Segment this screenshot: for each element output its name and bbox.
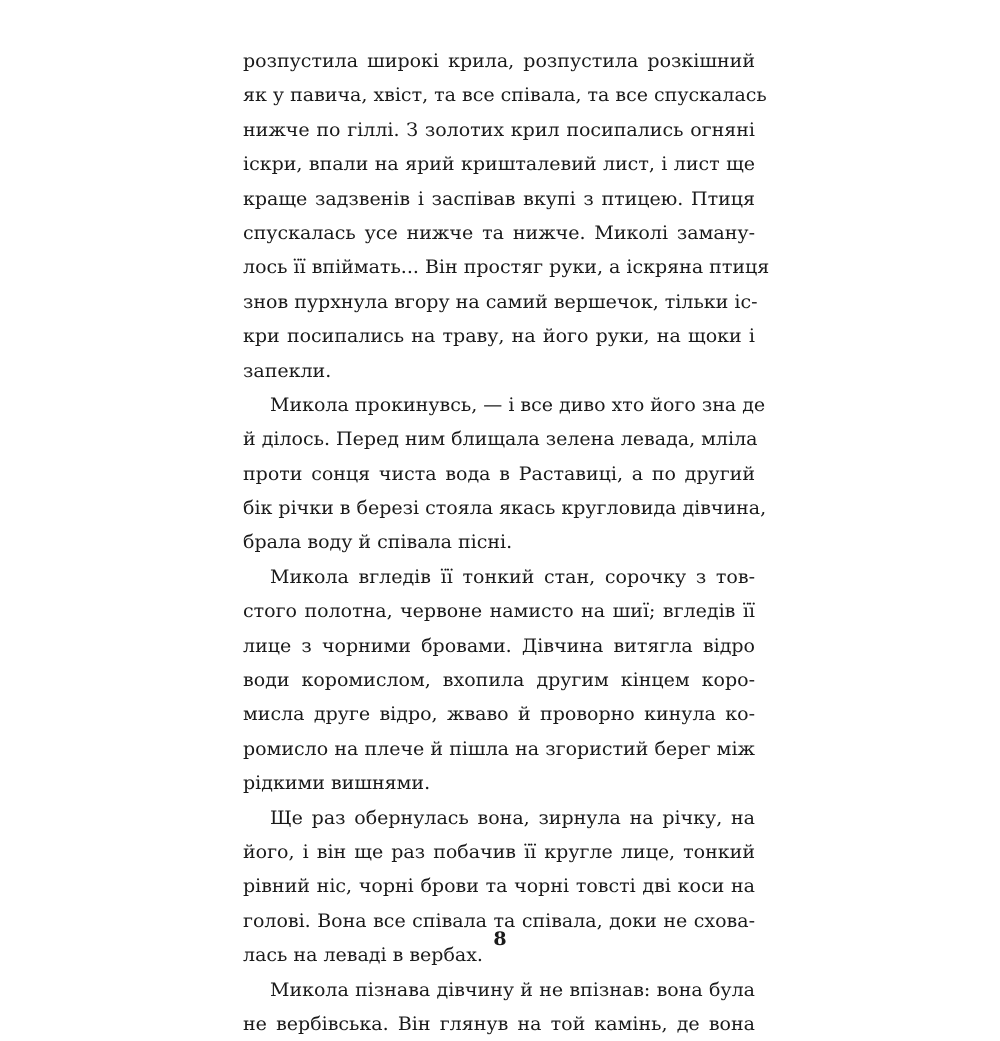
text-line: мисла друге відро, жваво й проворно кинула ко-: [243, 703, 755, 726]
text-line: лось її впіймать... Він простяг руки, а іскряна птиця: [243, 256, 770, 279]
text-line: проти сонця чиста вода в Раставиці, а по другий: [243, 462, 755, 485]
page-number: 8: [493, 928, 507, 950]
text-line: брала воду й співала пісні.: [243, 531, 513, 554]
paragraph: [243, 973, 755, 1041]
body-text: [243, 44, 770, 1041]
paragraph: [243, 44, 770, 388]
paragraph: [243, 560, 755, 801]
text-line: запекли.: [243, 359, 332, 382]
text-line: Ще раз обернулась вона, зирнула на річку, на: [270, 806, 755, 829]
text-line: бік річки в березі стояла якась кругловида дівчина,: [243, 497, 767, 520]
text-line: Микола пізнава дівчину й не впізнав: вона була: [270, 978, 755, 1001]
text-line: спускалась усе нижче та нижче. Миколі заману-: [243, 221, 755, 244]
text-line: краще задзвенів і заспівав вкупі з птицею. Птиця: [243, 187, 755, 210]
text-line: рідкими вишнями.: [243, 772, 431, 795]
text-line: його, і він ще раз побачив її кругле лице, тонкий: [243, 840, 755, 863]
text-line: Микола вгледів її тонкий стан, сорочку з тов-: [270, 565, 755, 588]
text-line: як у павича, хвіст, та все співала, та все спускалась: [243, 84, 767, 107]
text-line: рівний ніс, чорні брови та чорні товсті дві коси на: [243, 875, 755, 898]
paragraph: [243, 388, 767, 560]
text-line: знов пурхнула вгору на самий вершечок, тільки іс-: [243, 290, 758, 313]
text-line: нижче по гіллі. З золотих крил посипались огняні: [243, 118, 755, 141]
text-line: не вербівська. Він глянув на той камінь, де вона: [243, 1012, 755, 1035]
text-line: іскри, впали на ярий кришталевий лист, і лист ще: [243, 153, 755, 176]
text-line: стого полотна, червоне намисто на шиї; вгледів її: [243, 600, 755, 623]
text-line: голові. Вона все співала та співала, доки не схова-: [243, 909, 755, 932]
text-line: й ділось. Перед ним блищала зелена левада, мліла: [243, 428, 758, 451]
text-line: лице з чорними бровами. Дівчина витягла відро: [243, 634, 755, 657]
text-line: кри посипались на траву, на його руки, на щоки і: [243, 325, 755, 348]
text-line: ромисло на плече й пішла на згористий берег між: [243, 737, 755, 760]
text-line: Микола прокинувсь, — і все диво хто його зна де: [270, 393, 766, 416]
text-line: води коромислом, вхопила другим кінцем коро-: [243, 669, 755, 692]
text-line: лась на леваді в вербах.: [243, 944, 483, 967]
text-line: розпустила широкі крила, розпустила розкішний: [243, 50, 755, 72]
